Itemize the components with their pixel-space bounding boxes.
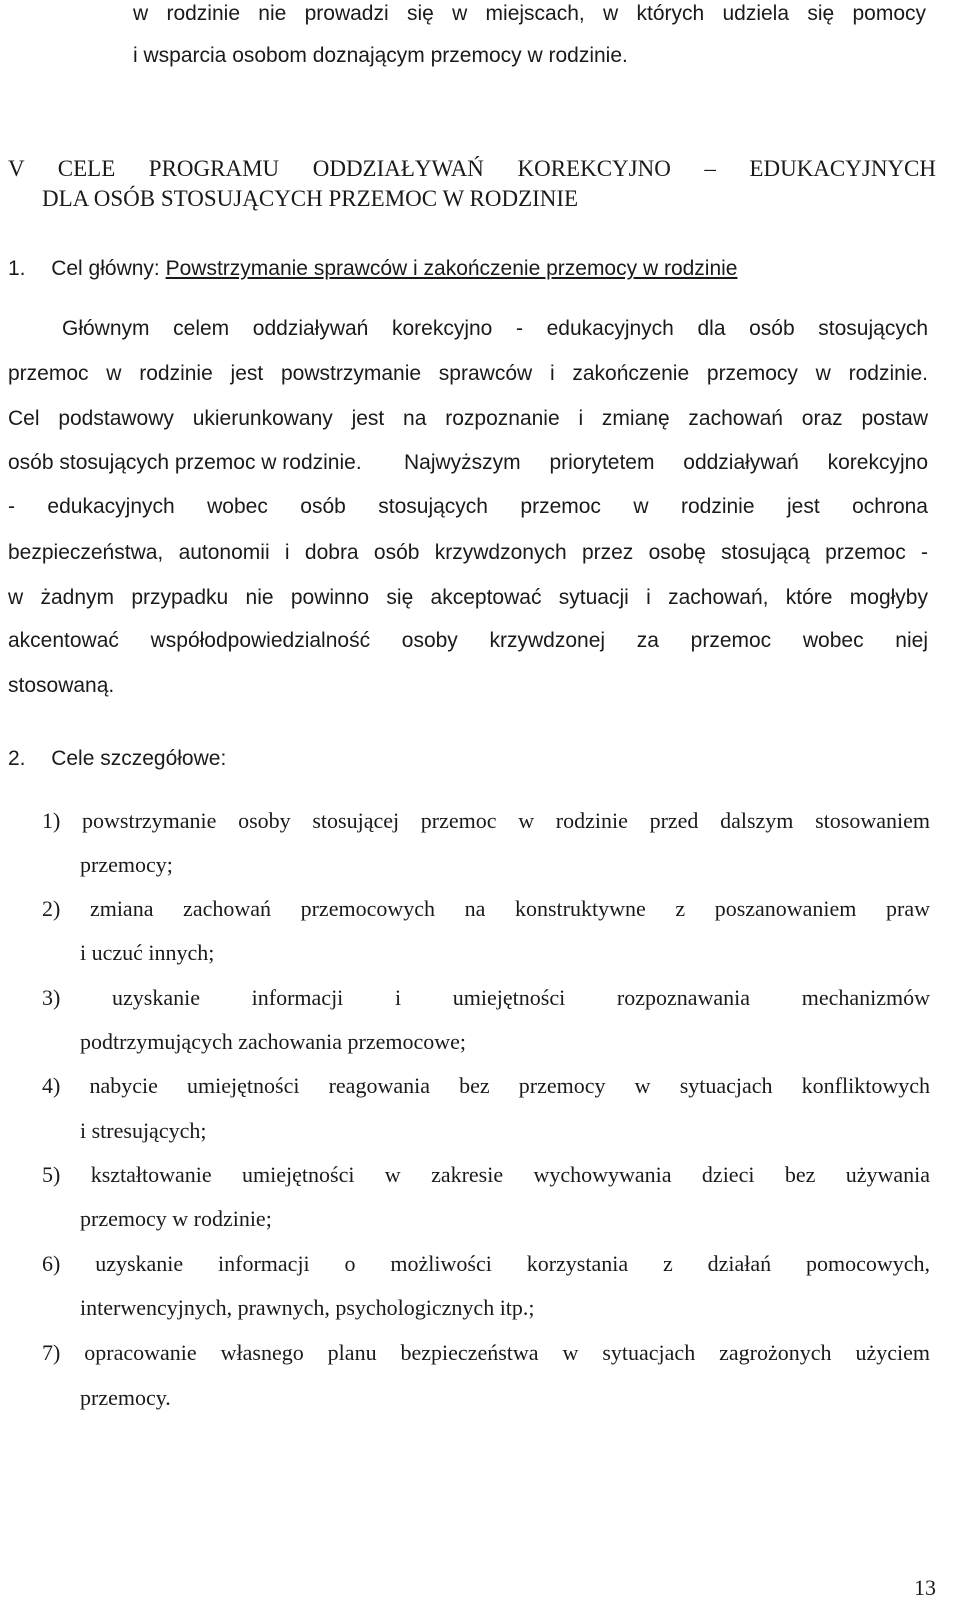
intro-line-2: i wsparcia osobom doznającym przemocy w rodzinie.: [133, 44, 628, 67]
list-item-7: [42, 1338, 930, 1368]
specific-goals-heading: [8, 745, 226, 773]
list-item-text: nabycie umiejętności reagowania bez przemocy w sytuacjach konfliktowych: [89, 1073, 930, 1098]
list-item-3-cont: podtrzymujących zachowania przemocowe;: [80, 1029, 467, 1054]
paragraph-line-6: bezpieczeństwa, autonomii i dobra osób krzywdzonych przez osobę stosującą przemoc -: [8, 541, 928, 564]
paragraph-line-7: w żadnym przypadku nie powinno się akceptować sytuacji i zachowań, które mogłyby: [8, 586, 928, 609]
list-item-number: 2): [42, 896, 61, 921]
list-item-text: uzyskanie informacji o możliwości korzystania z działań pomocowych,: [95, 1251, 931, 1276]
main-goal-label: Cel główny:: [51, 257, 160, 280]
list-item-text: uzyskanie informacji i umiejętności rozpoznawania mechanizmów: [112, 985, 931, 1010]
page-number: 13: [914, 1575, 936, 1600]
list-item-text: powstrzymanie osoby stosującej przemoc w rodzinie przed dalszym stosowaniem: [82, 808, 930, 833]
list-item-5-cont: przemocy w rodzinie;: [80, 1206, 272, 1231]
paragraph-line-4: osób stosujących przemoc w rodzinie.: [8, 451, 362, 474]
main-goal-heading: [8, 255, 738, 283]
list-item-number: 4): [42, 1073, 61, 1098]
list-item-2-cont: i uczuć innych;: [80, 940, 215, 965]
list-item-number: 6): [42, 1251, 61, 1276]
list-item-6-cont: interwencyjnych, prawnych, psychologicznych itp.;: [80, 1295, 535, 1320]
list-item-text: zmiana zachowań przemocowych na konstruktywne z poszanowaniem praw: [89, 896, 931, 921]
list-item-number: 1): [42, 808, 61, 833]
paragraph-line-1: Głównym celem oddziaływań korekcyjno - edukacyjnych dla osób stosujących: [62, 317, 928, 340]
list-item-text: opracowanie własnego planu bezpieczeństwa w sytuacjach zagrożonych użyciem: [84, 1340, 931, 1365]
list-item-number: 5): [42, 1162, 61, 1187]
paragraph-line-3: Cel podstawowy ukierunkowany jest na rozpoznanie i zmianę zachowań oraz postaw: [8, 407, 928, 430]
list-item-2: [42, 894, 930, 924]
intro-line-1: w rodzinie nie prowadzi się w miejscach, w których udziela się pomocy: [133, 2, 926, 25]
list-item-number: 7): [42, 1340, 61, 1365]
list-item-7-cont: przemocy.: [80, 1385, 171, 1410]
paragraph-line-4b: Najwyższym priorytetem oddziaływań korekcyjno: [404, 451, 928, 474]
list-item-1-cont: przemocy;: [80, 852, 173, 877]
paragraph-line-2: przemoc w rodzinie jest powstrzymanie sprawców i zakończenie przemocy w rodzinie.: [8, 362, 928, 385]
list-item-6: [42, 1249, 930, 1279]
section-heading-line-2: DLA OSÓB STOSUJĄCYCH PRZEMOC W RODZINIE: [42, 186, 579, 211]
list-item-text: kształtowanie umiejętności w zakresie wychowywania dzieci bez używania: [90, 1162, 931, 1187]
paragraph-line-5: - edukacyjnych wobec osób stosujących przemoc w rodzinie jest ochrona: [8, 495, 928, 518]
list-item-3: [42, 983, 930, 1013]
list-item-4-cont: i stresujących;: [80, 1118, 207, 1143]
list-item-4: [42, 1071, 930, 1101]
list-item-5: [42, 1160, 930, 1190]
section-heading-line-1: V CELE PROGRAMU ODDZIAŁYWAŃ KOREKCYJNO – EDUKACYJNYCH: [8, 156, 936, 181]
specific-goals-label: Cele szczegółowe:: [51, 747, 227, 770]
specific-goals-number: 2.: [8, 747, 26, 770]
list-item-number: 3): [42, 985, 61, 1010]
main-goal-number: 1.: [8, 257, 26, 280]
paragraph-line-9: stosowaną.: [8, 674, 115, 697]
list-item-1: [42, 806, 930, 836]
paragraph-line-8: akcentować współodpowiedzialność osoby krzywdzonej za przemoc wobec niej: [8, 629, 928, 652]
main-goal-title: Powstrzymanie sprawców i zakończenie przemocy w rodzinie: [165, 257, 738, 280]
